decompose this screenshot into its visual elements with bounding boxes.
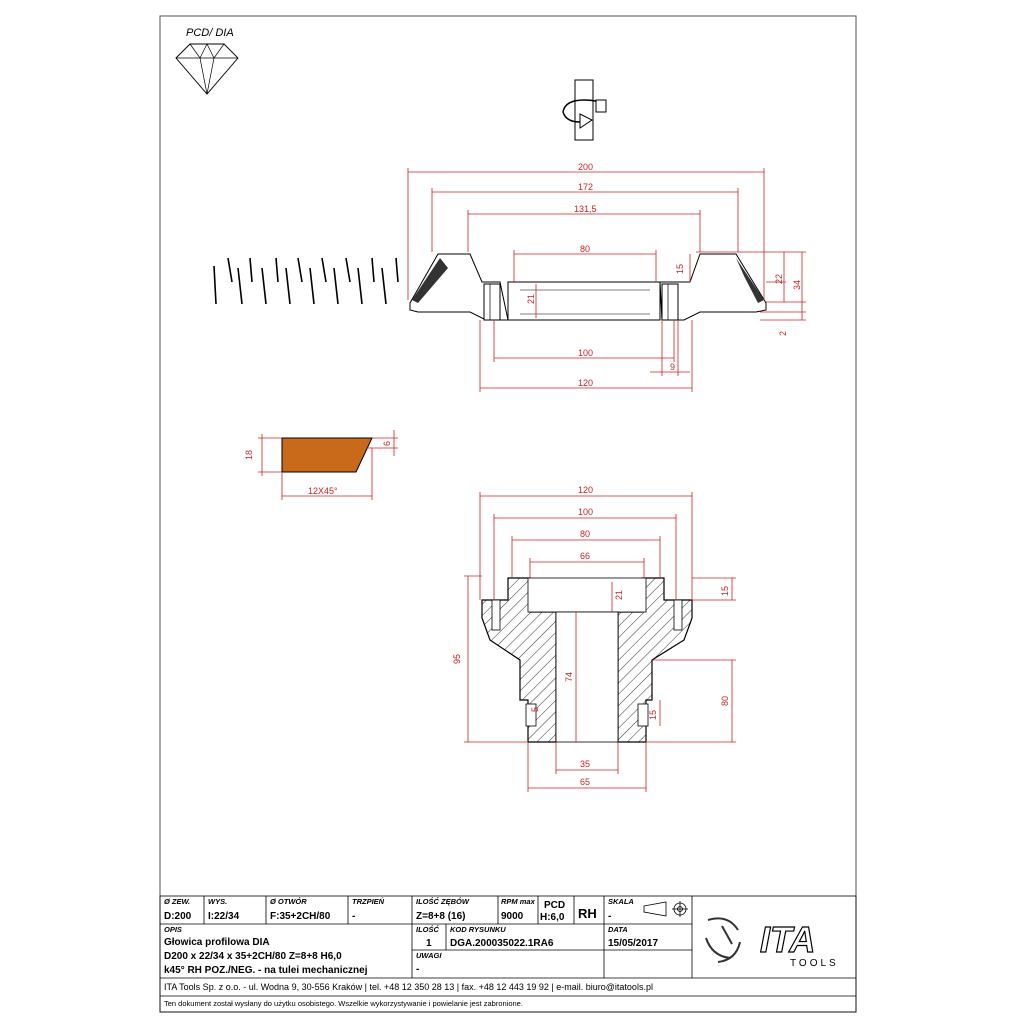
bdim-74: 74 — [564, 671, 574, 682]
pcd-label: PCD/ DIA — [186, 27, 234, 39]
blade-chamfer: 12X45° — [308, 486, 338, 496]
skala-label: SKALA — [608, 897, 634, 906]
ilosc-value: 1 — [426, 938, 432, 949]
rpm-value: 9000 — [501, 911, 524, 922]
bdim-100: 100 — [578, 507, 594, 517]
opis-line1: Głowica profilowa DIA — [164, 937, 270, 948]
wys-label: WYS. — [208, 897, 228, 906]
uwagi-value: - — [416, 964, 420, 975]
blade-dim-18: 18 — [244, 449, 254, 460]
bdim-15b: 15 — [648, 709, 658, 720]
bdim-120: 120 — [578, 485, 594, 495]
opis-line3: k45° RH POZ./NEG. - na tulei mechanicznej — [164, 965, 368, 976]
dim-80: 80 — [580, 244, 591, 254]
kod-label: KOD RYSUNKU — [450, 925, 506, 934]
ilosc-label: ILOŚĆ — [416, 925, 439, 934]
pcd-type-value: H:6,0 — [540, 912, 565, 923]
dim-2: 2 — [778, 330, 788, 336]
rotation-direction-icon — [563, 80, 606, 140]
bdim-5: 5 — [530, 706, 540, 712]
side-view-dim-labels — [526, 162, 802, 388]
rotation-value: RH — [578, 906, 597, 921]
pcd-diamond-icon — [176, 27, 238, 94]
uwagi-label: UWAGI — [416, 951, 442, 960]
pcd-type-label: PCD — [544, 900, 566, 911]
data-value: 15/05/2017 — [608, 938, 659, 949]
opis-line2: D200 x 22/34 x 35+2CH/80 Z=8+8 H6,0 — [164, 951, 342, 962]
rpm-label: RPM max — [501, 897, 535, 906]
title-block-text — [164, 897, 839, 1008]
bdim-66: 66 — [580, 551, 591, 561]
projection-symbol-icon — [644, 901, 688, 917]
dim-15: 15 — [675, 263, 685, 274]
zebow-label: ILOŚĆ ZĘBÓW — [416, 897, 469, 906]
wys-value: I:22/34 — [208, 911, 240, 922]
blade-dim-6: 6 — [382, 440, 392, 446]
logo-sub: TOOLS — [790, 958, 839, 969]
dim-21: 21 — [526, 293, 536, 304]
dim-200: 200 — [578, 162, 594, 172]
bdim-15a: 15 — [720, 585, 730, 596]
side-profile-view — [410, 254, 766, 320]
trzpien-value: - — [352, 911, 356, 922]
zew-value: D:200 — [164, 911, 192, 922]
kod-value: DGA.200035022.1RA6 — [450, 938, 554, 949]
bdim-65: 65 — [580, 777, 591, 787]
opis-label: OPIS — [164, 925, 182, 934]
dim-34: 34 — [792, 279, 802, 290]
data-label: DATA — [608, 925, 628, 934]
knife-set-illustration — [214, 258, 398, 304]
footer-contact: ITA Tools Sp. z o.o. - ul. Wodna 9, 30-556 Kraków | tel. +48 12 350 28 13 | fax. +48 12 443 19 92 | e-mail. biuro@itatools.pl — [164, 982, 653, 992]
dim-9: 9 — [670, 362, 676, 372]
zew-label: Ø ZEW. — [164, 897, 191, 906]
dim-172: 172 — [578, 182, 594, 192]
bdim-80: 80 — [580, 529, 591, 539]
logo-text: ITA — [760, 919, 816, 960]
otwor-value: F:35+2CH/80 — [270, 911, 331, 922]
blade-detail — [244, 430, 398, 500]
trzpien-label: TRZPIEŃ — [352, 897, 385, 906]
zebow-value: Z=8+8 (16) — [416, 911, 466, 922]
dim-100: 100 — [578, 348, 594, 358]
dim-22: 22 — [774, 273, 784, 284]
bdim-80v: 80 — [720, 695, 730, 706]
bdim-35: 35 — [580, 759, 591, 769]
otwor-label: Ø OTWÓR — [270, 897, 307, 906]
dim-131-5: 131,5 — [574, 204, 597, 214]
sheet-border — [160, 16, 856, 1012]
footer-disclaimer: Ten dokument został wysłany do użytku osobistego. Wszelkie wykorzystywanie i powielanie jest zabronione. — [164, 999, 523, 1008]
bdim-95: 95 — [452, 653, 462, 664]
bdim-21: 21 — [614, 589, 624, 600]
skala-value: - — [608, 911, 612, 922]
ita-tools-logo — [706, 918, 839, 969]
dim-120: 120 — [578, 378, 594, 388]
